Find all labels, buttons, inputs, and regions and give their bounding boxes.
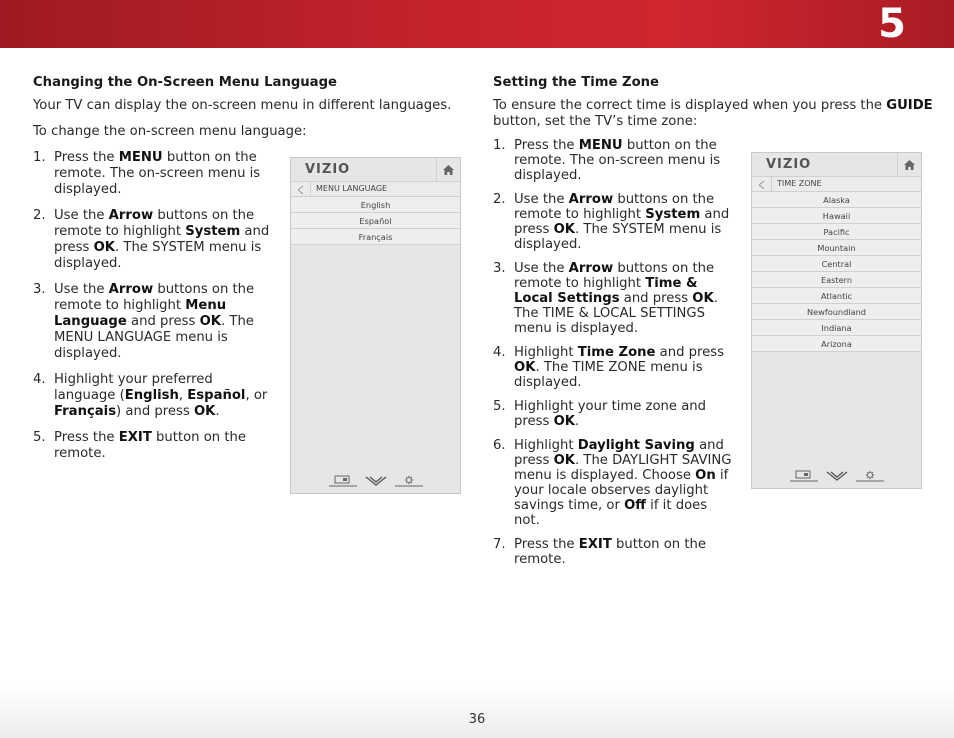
- right-intro: [493, 98, 933, 129]
- bold-term: Menu Language: [54, 298, 227, 329]
- text-run: .: [575, 414, 580, 429]
- step-number: 6.: [493, 438, 506, 453]
- step-item: [33, 150, 271, 198]
- tv-menu-item: Pacific: [752, 224, 921, 240]
- bold-term: Arrow: [108, 208, 154, 223]
- text-run: if your locale observes daylight savings time, or: [514, 468, 729, 513]
- bold-term: Español: [187, 388, 246, 403]
- bold-term: Arrow: [108, 282, 154, 297]
- bold-term: Time & Local Settings: [514, 276, 698, 306]
- text-run: ,: [178, 388, 188, 403]
- step-text: [514, 537, 706, 567]
- text-run: . The TIME & LOCAL SETTINGS menu is displayed.: [514, 291, 718, 336]
- bold-term: MENU: [578, 138, 623, 153]
- text-run: , or: [245, 388, 268, 403]
- text-run: Use the: [54, 208, 109, 223]
- right-section: [493, 75, 933, 129]
- text-run: if it does not.: [514, 498, 708, 528]
- step-text: [54, 208, 269, 271]
- bold-term: OK: [193, 404, 216, 419]
- step-item: [493, 192, 733, 252]
- step-text: [54, 282, 254, 361]
- bold-term: Time Zone: [577, 345, 656, 360]
- tv-menu-title-bar: [752, 177, 921, 192]
- tv-menu-item: Central: [752, 256, 921, 272]
- text-run: buttons on the remote to highlight: [514, 192, 715, 222]
- home-icon: [436, 158, 460, 182]
- tv-menu-language-screen: [290, 157, 461, 494]
- step-text: [514, 399, 706, 429]
- text-run: Press the: [514, 138, 579, 153]
- bold-term: On: [695, 468, 716, 483]
- text-run: ) and press: [116, 404, 194, 419]
- text-run: and press: [514, 438, 724, 468]
- tv-menu-title: TIME ZONE: [777, 179, 822, 188]
- step-item: [493, 345, 733, 390]
- tv-header: [291, 158, 460, 182]
- text-run: . The SYSTEM menu is displayed.: [54, 240, 262, 271]
- tv-menu-items: [752, 192, 921, 352]
- step-number: 4.: [33, 372, 46, 387]
- tv-menu-item: English: [291, 197, 460, 213]
- step-text: [54, 372, 267, 419]
- tv-header: [752, 153, 921, 177]
- step-number: 5.: [33, 430, 46, 445]
- bold-term: System: [185, 224, 241, 239]
- step-number: 3.: [33, 282, 46, 297]
- widget-icon: [329, 472, 357, 491]
- bold-term: OK: [692, 291, 714, 306]
- text-run: Press the: [54, 430, 119, 445]
- back-arrow-icon: [752, 177, 772, 192]
- text-run: . The MENU LANGUAGE menu is displayed.: [54, 314, 254, 361]
- step-number: 1.: [33, 150, 46, 165]
- bold-term: OK: [553, 414, 575, 429]
- bold-term: OK: [93, 240, 115, 255]
- step-item: [33, 430, 271, 462]
- step-number: 1.: [493, 138, 506, 153]
- tv-menu-item: Mountain: [752, 240, 921, 256]
- text-run: button on the remote.: [514, 537, 706, 567]
- back-arrow-icon: [291, 182, 311, 197]
- right-section-title: Setting the Time Zone: [493, 75, 659, 90]
- tv-menu-item: Français: [291, 229, 460, 245]
- vizio-logo: VIZIO: [766, 157, 812, 172]
- text-run: and press: [126, 314, 200, 329]
- bold-term: EXIT: [578, 537, 612, 552]
- step-item: [493, 438, 733, 528]
- text-run: To ensure the correct time is displayed when you press the: [493, 98, 887, 113]
- tv-menu-item: Español: [291, 213, 460, 229]
- tv-menu-item: Arizona: [752, 336, 921, 352]
- text-run: . The SYSTEM menu is displayed.: [514, 222, 722, 252]
- text-run: and press: [655, 345, 725, 360]
- step-item: [33, 208, 271, 272]
- text-run: button on the remote.: [54, 430, 246, 461]
- tv-menu-item: Eastern: [752, 272, 921, 288]
- chapter-number: 5: [878, 1, 906, 47]
- text-run: buttons on the remote to highlight: [514, 261, 715, 291]
- text-run: buttons on the remote to highlight: [54, 282, 255, 313]
- step-text: [514, 261, 718, 336]
- text-run: button on the remote. The on-screen menu is displayed.: [54, 150, 261, 197]
- text-run: . The TIME ZONE menu is displayed.: [514, 360, 703, 390]
- bold-term: Arrow: [568, 261, 614, 276]
- step-item: [493, 399, 733, 429]
- gear-icon: [856, 467, 884, 486]
- left-section: [33, 75, 463, 140]
- tv-footer-icons: [752, 467, 921, 486]
- text-run: Highlight: [514, 345, 578, 360]
- left-lead: To change the on-screen menu language:: [33, 124, 307, 139]
- bold-term: EXIT: [118, 430, 152, 445]
- step-text: [54, 430, 246, 461]
- step-text: [514, 138, 720, 183]
- chevron-down-icon: [365, 472, 387, 491]
- top-banner: [0, 0, 954, 48]
- chevron-down-icon: [826, 467, 848, 486]
- tv-menu-item: Indiana: [752, 320, 921, 336]
- tv-menu-item: Hawaii: [752, 208, 921, 224]
- text-run: button, set the TV’s time zone:: [493, 113, 698, 129]
- text-run: and press: [514, 207, 730, 237]
- step-text: [514, 438, 731, 528]
- step-number: 2.: [33, 208, 46, 223]
- text-run: . The DAYLIGHT SAVING menu is displayed. Choose: [514, 453, 732, 483]
- bold-term: OK: [553, 222, 575, 237]
- right-steps-list: [493, 138, 733, 567]
- text-run: Press the: [54, 150, 119, 165]
- tv-time-zone-screen: [751, 152, 922, 489]
- bold-term: MENU: [118, 150, 163, 165]
- tv-menu-item: Newfoundland: [752, 304, 921, 320]
- text-run: .: [215, 404, 220, 419]
- home-icon: [897, 153, 921, 177]
- step-item: [33, 372, 271, 420]
- widget-icon: [790, 467, 818, 486]
- bold-term: OK: [514, 360, 536, 375]
- bold-term: System: [645, 207, 701, 222]
- bold-term: Daylight Saving: [577, 438, 695, 453]
- tv-menu-title: MENU LANGUAGE: [316, 184, 388, 193]
- text-run: Press the: [514, 537, 579, 552]
- gear-icon: [395, 472, 423, 491]
- step-item: [33, 282, 271, 362]
- text-run: Use the: [54, 282, 109, 297]
- bold-term: OK: [199, 314, 221, 329]
- step-text: [514, 192, 729, 252]
- step-item: [493, 138, 733, 183]
- left-section-title: Changing the On-Screen Menu Language: [33, 75, 337, 90]
- bold-term: Off: [624, 498, 646, 513]
- text-run: Use the: [514, 192, 569, 207]
- step-item: [493, 261, 733, 336]
- text-run: Highlight your time zone and press: [514, 399, 707, 429]
- tv-menu-item: Alaska: [752, 192, 921, 208]
- bold-term: OK: [553, 453, 575, 468]
- text-run: button on the remote. The on-screen menu is displayed.: [514, 138, 721, 183]
- text-run: buttons on the remote to highlight: [54, 208, 255, 239]
- step-text: [514, 345, 724, 390]
- tv-menu-items: [291, 197, 460, 245]
- page-number: 36: [468, 712, 486, 727]
- bold-term: English: [124, 388, 179, 403]
- step-number: 3.: [493, 261, 506, 276]
- bold-term: Arrow: [568, 192, 614, 207]
- tv-footer-icons: [291, 472, 460, 491]
- text-run: and press: [619, 291, 693, 306]
- step-number: 7.: [493, 537, 506, 552]
- left-intro: Your TV can display the on-screen menu in different languages.: [33, 98, 452, 113]
- tv-menu-title-bar: [291, 182, 460, 197]
- left-steps-list: [33, 150, 271, 462]
- bold-term: Français: [54, 404, 117, 419]
- step-item: [493, 537, 733, 567]
- step-number: 5.: [493, 399, 506, 414]
- step-number: 2.: [493, 192, 506, 207]
- tv-menu-item: Atlantic: [752, 288, 921, 304]
- step-number: 4.: [493, 345, 506, 360]
- bold-term: GUIDE: [886, 98, 933, 113]
- text-run: Highlight your preferred language (: [54, 372, 213, 403]
- vizio-logo: VIZIO: [305, 162, 351, 177]
- text-run: Highlight: [514, 438, 578, 453]
- step-text: [54, 150, 260, 197]
- text-run: and press: [54, 224, 270, 255]
- text-run: Use the: [514, 261, 569, 276]
